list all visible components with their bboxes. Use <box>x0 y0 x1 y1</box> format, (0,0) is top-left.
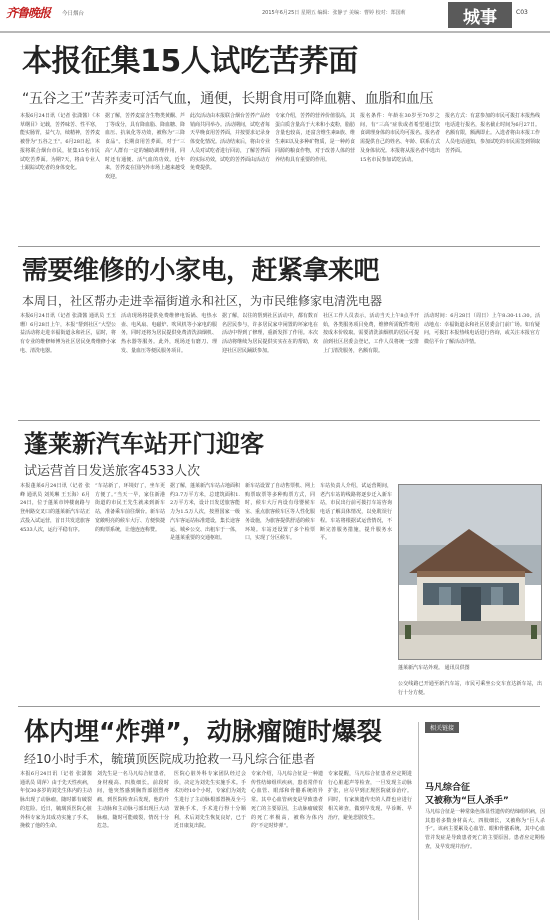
related-link-sidebar <box>418 722 546 920</box>
article3-column: 本报蓬莱6月24日讯（记者 张峰 通讯员 刘英琳 王玉海）6月24日，位于蓬莱市钟楼南路与登州路交叉口的蓬莱新汽车站正式投入试运营，首日共发送旅客4533人次，运行平稳有序。 <box>20 483 90 533</box>
article3-column: “车站新了，环境好了，坐车更方便了。”当天一早，家住新港街道的市民王先生就来到新车站，准备乘车前往烟台。新车站宽敞明亮的候车大厅、方便快捷的购票系统，让他连连称赞。 <box>95 483 165 533</box>
bus-station-photo <box>398 484 542 660</box>
article1-subhead: “五谷之王”苦荞麦可活气血，通便，长期食用可降血糖、血脂和血压 <box>22 91 434 107</box>
article1-column: 报名方式：有意参加的市民可拨打本报热线电话进行报名，报名截止时间为6月27日。名额有限，额满即止。入选者将由本报工作人员电话通知，参加试吃的市民需签到领取苦荞面。 <box>445 113 540 154</box>
related-link-tag: 相关链接 <box>425 722 459 733</box>
article2-headline: 需要维修的小家电，赶紧拿来吧 <box>22 256 380 286</box>
section-divider <box>18 706 540 707</box>
article3-headline: 蓬莱新汽车站开门迎客 <box>24 430 264 458</box>
section-label: 今日烟台 <box>62 11 85 17</box>
header-rule <box>0 31 550 33</box>
section-divider <box>18 420 540 421</box>
article4-column: 本报6月24日讯（记者 张潇酱 通讯员 周萍）由于先天性疾病，年仅30多岁的刘先生体内的主动脉出现了动脉瘤，随时都有破裂的危险。近日，毓璜顶医院心脏外科专家为其成功实施了手术，挽救了他的生命。 <box>20 771 92 830</box>
article4-column: 专家介绍，马凡综合征是一种遗传性结缔组织疾病，患者常伴有心血管、眼部和骨骼系统的异常。其中心血管病变是导致患者死亡的主要原因，主动脉瘤破裂的死亡率极高，被称为体内的“不定时炸弹”。 <box>251 771 323 830</box>
section-divider <box>18 246 540 247</box>
article4-subhead: 经10小时手术，毓璜顶医院成功抢救一马凡综合征患者 <box>24 752 316 766</box>
sidebar-body: 马凡综合征是一种常染色体显性遗传的结缔组织病，因其患者多数身材高大、四肢细长，又被称为“巨人杀手”。该病主要累及心血管、眼和骨骼系统，其中心血管并发症是导致患者死亡的主要原因。患者应定期检查，及早发现并治疗。 <box>425 809 545 850</box>
article4-column: 刘先生是一名马凡综合征患者，身材瘦高、四肢细长。前段时间，他突然感到胸背部剧烈疼痛，到医院检查后发现，他的升主动脉和主动脉弓部出现巨大动脉瘤，随时可能破裂，情况十分危急。 <box>97 771 169 830</box>
article1-column: 报名条件：年龄在30岁至70岁之间，有“三高”症状或者希望通过饮食调理身体的市民均可报名。报名者需提供自己的姓名、年龄、联系方式及身体状况。本报将从报名者中选出15名市民参加试吃活动。 <box>360 113 440 163</box>
article2-column: 社区工作人员表示，活动当天上午8点半开始，各类服务项目免费，维修所需配件费用按成本价收取。需要清洗油烟机的居民可提前到社区居委会登记，工作人员将统一安排上门清洗服务，名额有限。 <box>323 313 419 354</box>
section-title: 城事 <box>448 2 512 28</box>
article4-column: 专家提醒，马凡综合征患者应定期进行心脏超声等检查，一旦发现主动脉扩张，应尽早到正规医院就诊治疗。同时，有家族遗传史的人群也应进行相关筛查，做到早发现、早诊断、早治疗，避免悲剧发生。 <box>328 771 412 821</box>
article4-column: 医院心脏外科专家团队经过会诊，决定为刘先生实施手术。手术历经10个小时，专家们为刘先生进行了主动脉根部置换及全弓置换手术，手术进行得十分顺利，术后刘先生恢复良好，已于近日康复出院。 <box>174 771 246 830</box>
article2-subhead: 本周日，社区帮办走进幸福街道永和社区，为市民维修家电清洗电器 <box>22 294 383 308</box>
article1-column: 专家介绍，苦荞的营养价值很高，其蛋白质含量高于大米和小麦粉，脂肪含量也较高，还富含维生素B族、维生素E以及多种矿物质，是一种药食同源的粮食作物，对于改善人体的营养结构具有重要的作用。 <box>275 113 355 163</box>
article3-column: 据了解，蓬莱新汽车站占地面积约3.7万平方米，总建筑面积1.2万平方米，设计日发送旅客能力为1.5万人次，按照国家一级汽车客运站标准建设，集长途客运、城乡公交、出租车于一体，是蓬莱重要的交通枢纽。 <box>170 483 240 542</box>
dateline: 2015年6月25日 星期五 编辑：张静子 美编：曹婷 校对：郑国莉 <box>262 10 406 16</box>
sidebar-title: 马凡综合征 <box>425 783 471 793</box>
article2-column: 活动时间：6月28日（周日）上午8:30-11:30。活动地点：幸福街道永和社区居委会门前广场。如有疑问，可拨打本报热线电话进行咨询，或关注本报官方微信平台了解活动详情。 <box>424 313 540 346</box>
article2-column: 据了解，以往的帮到社区活动中，都有数百名居民参与，许多居民家中闲置的坏家电在活动中得到了修理，重新发挥了作用。本次活动将继续为居民提供实实在在的帮助，欢迎社区居民踊跃参加。 <box>222 313 318 354</box>
article2-column: 活动现场将提供免费维修电饭锅、电热水壶、电风扇、电磁炉、吹风机等小家电的服务，同时还将为居民提供免费清洗油烟机、热水器等服务。此外，现场还有磨刀、理发、量血压等便民服务项目。 <box>121 313 217 354</box>
article3-subhead: 试运营首日发送旅客4533人次 <box>24 464 201 479</box>
article1-column: 据了解，苦荞麦富含生物类黄酮、芦丁等成分，具有降血脂、降血糖、降血压、抗氧化等功效，被称为“三降食品”。长期食用苦荞面，对于“三高”人群有一定的辅助调理作用，同时还有通便、活气血的功效。近年来，苦荞麦在国内外市场上越来越受欢迎。 <box>105 113 185 180</box>
article1-headline: 本报征集15人试吃苦荞面 <box>22 44 358 79</box>
article2-column: 本报6月24日讯（记者 张潇酱 通讯员 王玉珊）6月28日上午，本报“帮到社区”大型公益活动将走进幸福街道永和社区，届时，将有专业的维修师傅为社区居民免费维修小家电、清洗电器。 <box>20 313 116 354</box>
page-number: C03 <box>516 9 528 16</box>
photo-caption: 蓬莱新汽车站外观。 通讯员供图 <box>398 665 470 671</box>
article3-tail-paragraph: 公交线路已开通至新汽车站，市民可乘坐公交车直达新车站，出行十分方便。 <box>398 681 542 696</box>
article1-column: 本报6月24日讯（记者 张潇酱）《本草纲目》记载，苦荞味苦、性平寒，能实肠胃，益气力，续精神，苦荞麦被誉为“五谷之王”。6月28日起，本报将联合烟台市民，征集15名市民试吃苦荞面。为期7天，将由专业人士跟踪试吃者的身体变化。 <box>20 113 100 172</box>
article3-column: 新车站设置了自动售票机、网上购票取票等多种购票方式，同时，候车大厅内设有母婴候车室、重点旅客候车区等人性化服务设施，为旅客提供舒适的候车环境。车站还设置了多个检票口，实现了分区候车。 <box>245 483 315 542</box>
newspaper-logo: 齐鲁晚报 <box>6 6 51 20</box>
article3-column: 车站负责人介绍，试运营期间，老汽车站的线路将逐步迁入新车站，市民出行前可拨打车站咨询电话了解具体情况，以免耽误行程。车站将根据试运营情况，不断完善服务措施，提升服务水平。 <box>320 483 392 542</box>
article1-column: 此次活动由本报联合烟台苦荞产品经销商共同举办。活动期间，试吃者每天早晚食用苦荞面，并按要求记录身体变化情况。活动结束后，将由专业人员对试吃者进行回访，了解苦荞面的实际功效，试吃的苦荞面由活动方免费提供。 <box>190 113 270 172</box>
masthead <box>0 0 550 34</box>
sidebar-title-line2: 又被称为“巨人杀手” <box>425 796 509 806</box>
article4-headline: 体内埋“炸弹”，动脉瘤随时爆裂 <box>24 717 382 746</box>
